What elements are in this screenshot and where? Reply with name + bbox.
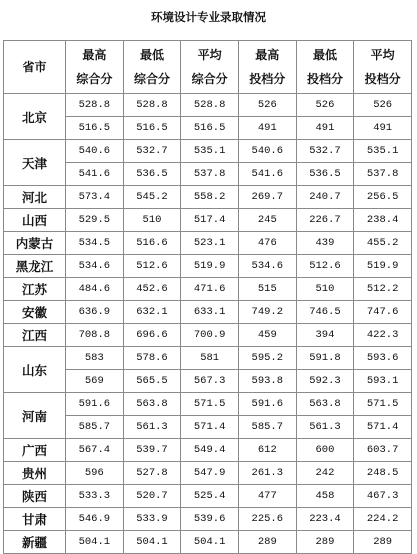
min-filing-cell: 591.8 [296, 347, 354, 370]
avg-filing-cell: 491 [354, 117, 412, 140]
min-filing-cell: 223.4 [296, 508, 354, 531]
min-composite-cell: 528.8 [123, 94, 181, 117]
avg-filing-cell: 593.6 [354, 347, 412, 370]
header-province: 省市 [4, 41, 66, 94]
avg-filing-cell: 422.3 [354, 324, 412, 347]
table-row [4, 278, 412, 301]
avg-filing-cell: 256.5 [354, 186, 412, 209]
table-row [4, 324, 412, 347]
max-composite-cell: 596 [66, 462, 124, 485]
table-row [4, 186, 412, 209]
page-title: 环境设计专业录取情况 [151, 10, 266, 24]
table-row [4, 94, 412, 117]
table-row [4, 531, 412, 554]
avg-composite-cell: 539.6 [181, 508, 239, 531]
max-filing-cell: 593.8 [238, 370, 296, 393]
avg-composite-cell: 581 [181, 347, 239, 370]
avg-filing-cell: 571.4 [354, 416, 412, 439]
min-composite-cell: 563.8 [123, 393, 181, 416]
max-filing-cell: 585.7 [238, 416, 296, 439]
avg-filing-cell: 571.5 [354, 393, 412, 416]
min-filing-cell: 536.5 [296, 163, 354, 186]
table-row [4, 439, 412, 462]
avg-composite-cell: 700.9 [181, 324, 239, 347]
min-composite-cell: 510 [123, 209, 181, 232]
province-cell: 山东 [4, 347, 66, 393]
max-filing-cell: 225.6 [238, 508, 296, 531]
avg-composite-cell: 537.8 [181, 163, 239, 186]
province-cell: 北京 [4, 94, 66, 140]
max-filing-cell: 591.6 [238, 393, 296, 416]
header-max-filing: 最高 投档分 [238, 41, 296, 94]
max-filing-cell: 477 [238, 485, 296, 508]
avg-composite-cell: 571.5 [181, 393, 239, 416]
header-max-composite: 最高 综合分 [66, 41, 124, 94]
province-cell: 河南 [4, 393, 66, 439]
avg-composite-cell: 571.4 [181, 416, 239, 439]
avg-composite-cell: 516.5 [181, 117, 239, 140]
max-composite-cell: 534.5 [66, 232, 124, 255]
avg-filing-cell: 747.6 [354, 301, 412, 324]
min-composite-cell: 536.5 [123, 163, 181, 186]
avg-filing-cell: 519.9 [354, 255, 412, 278]
min-composite-cell: 533.9 [123, 508, 181, 531]
province-cell: 甘肃 [4, 508, 66, 531]
max-composite-cell: 546.9 [66, 508, 124, 531]
table-row [4, 393, 412, 416]
min-filing-cell: 439 [296, 232, 354, 255]
province-cell: 陕西 [4, 485, 66, 508]
max-filing-cell: 612 [238, 439, 296, 462]
min-filing-cell: 240.7 [296, 186, 354, 209]
table-row [4, 347, 412, 370]
min-filing-cell: 592.3 [296, 370, 354, 393]
min-filing-cell: 600 [296, 439, 354, 462]
max-composite-cell: 484.6 [66, 278, 124, 301]
max-composite-cell: 504.1 [66, 531, 124, 554]
avg-composite-cell: 519.9 [181, 255, 239, 278]
min-composite-cell: 516.5 [123, 117, 181, 140]
max-composite-cell: 569 [66, 370, 124, 393]
avg-composite-cell: 549.4 [181, 439, 239, 462]
province-cell: 山西 [4, 209, 66, 232]
max-filing-cell: 595.2 [238, 347, 296, 370]
avg-filing-cell: 455.2 [354, 232, 412, 255]
avg-composite-cell: 558.2 [181, 186, 239, 209]
avg-filing-cell: 603.7 [354, 439, 412, 462]
avg-composite-cell: 517.4 [181, 209, 239, 232]
max-filing-cell: 540.6 [238, 140, 296, 163]
min-filing-cell: 512.6 [296, 255, 354, 278]
province-cell: 天津 [4, 140, 66, 186]
table-row [4, 163, 412, 186]
min-composite-cell: 545.2 [123, 186, 181, 209]
min-filing-cell: 491 [296, 117, 354, 140]
max-composite-cell: 585.7 [66, 416, 124, 439]
avg-composite-cell: 523.1 [181, 232, 239, 255]
max-filing-cell: 261.3 [238, 462, 296, 485]
table-row [4, 462, 412, 485]
avg-composite-cell: 633.1 [181, 301, 239, 324]
table-row [4, 232, 412, 255]
header-row [4, 41, 412, 94]
max-composite-cell: 567.4 [66, 439, 124, 462]
min-filing-cell: 510 [296, 278, 354, 301]
min-filing-cell: 526 [296, 94, 354, 117]
min-filing-cell: 458 [296, 485, 354, 508]
min-filing-cell: 242 [296, 462, 354, 485]
max-filing-cell: 515 [238, 278, 296, 301]
avg-filing-cell: 512.2 [354, 278, 412, 301]
max-composite-cell: 529.5 [66, 209, 124, 232]
max-composite-cell: 541.6 [66, 163, 124, 186]
max-composite-cell: 591.6 [66, 393, 124, 416]
province-cell: 广西 [4, 439, 66, 462]
max-composite-cell: 534.6 [66, 255, 124, 278]
min-composite-cell: 696.6 [123, 324, 181, 347]
table-row [4, 370, 412, 393]
min-filing-cell: 561.3 [296, 416, 354, 439]
min-composite-cell: 504.1 [123, 531, 181, 554]
max-filing-cell: 289 [238, 531, 296, 554]
avg-filing-cell: 289 [354, 531, 412, 554]
max-composite-cell: 583 [66, 347, 124, 370]
max-filing-cell: 245 [238, 209, 296, 232]
min-composite-cell: 520.7 [123, 485, 181, 508]
min-filing-cell: 394 [296, 324, 354, 347]
max-composite-cell: 540.6 [66, 140, 124, 163]
avg-filing-cell: 537.8 [354, 163, 412, 186]
max-filing-cell: 269.7 [238, 186, 296, 209]
province-cell: 内蒙古 [4, 232, 66, 255]
min-filing-cell: 532.7 [296, 140, 354, 163]
min-filing-cell: 226.7 [296, 209, 354, 232]
min-composite-cell: 578.6 [123, 347, 181, 370]
province-cell: 贵州 [4, 462, 66, 485]
max-filing-cell: 749.2 [238, 301, 296, 324]
avg-composite-cell: 567.3 [181, 370, 239, 393]
table-row [4, 140, 412, 163]
avg-filing-cell: 467.3 [354, 485, 412, 508]
avg-filing-cell: 238.4 [354, 209, 412, 232]
table-row [4, 209, 412, 232]
max-filing-cell: 491 [238, 117, 296, 140]
avg-composite-cell: 504.1 [181, 531, 239, 554]
avg-filing-cell: 224.2 [354, 508, 412, 531]
avg-composite-cell: 547.9 [181, 462, 239, 485]
table-row [4, 117, 412, 140]
avg-filing-cell: 526 [354, 94, 412, 117]
min-filing-cell: 746.5 [296, 301, 354, 324]
min-composite-cell: 632.1 [123, 301, 181, 324]
max-composite-cell: 573.4 [66, 186, 124, 209]
table-row [4, 485, 412, 508]
min-filing-cell: 563.8 [296, 393, 354, 416]
header-min-filing: 最低 投档分 [296, 41, 354, 94]
max-filing-cell: 534.6 [238, 255, 296, 278]
min-composite-cell: 512.6 [123, 255, 181, 278]
header-min-composite: 最低 综合分 [123, 41, 181, 94]
min-composite-cell: 527.8 [123, 462, 181, 485]
province-cell: 新疆 [4, 531, 66, 554]
avg-filing-cell: 248.5 [354, 462, 412, 485]
province-cell: 河北 [4, 186, 66, 209]
province-cell: 黑龙江 [4, 255, 66, 278]
avg-filing-cell: 593.1 [354, 370, 412, 393]
avg-composite-cell: 535.1 [181, 140, 239, 163]
table-body [4, 94, 412, 554]
table-row [4, 416, 412, 439]
avg-filing-cell: 535.1 [354, 140, 412, 163]
avg-composite-cell: 525.4 [181, 485, 239, 508]
min-composite-cell: 532.7 [123, 140, 181, 163]
province-cell: 江苏 [4, 278, 66, 301]
max-composite-cell: 528.8 [66, 94, 124, 117]
table-row [4, 301, 412, 324]
min-composite-cell: 561.3 [123, 416, 181, 439]
table-row [4, 508, 412, 531]
admission-table [3, 40, 412, 554]
max-composite-cell: 636.9 [66, 301, 124, 324]
min-composite-cell: 565.5 [123, 370, 181, 393]
max-filing-cell: 459 [238, 324, 296, 347]
header-avg-filing: 平均 投档分 [354, 41, 412, 94]
max-composite-cell: 708.8 [66, 324, 124, 347]
avg-composite-cell: 528.8 [181, 94, 239, 117]
min-composite-cell: 539.7 [123, 439, 181, 462]
min-composite-cell: 516.6 [123, 232, 181, 255]
max-filing-cell: 541.6 [238, 163, 296, 186]
max-filing-cell: 526 [238, 94, 296, 117]
min-composite-cell: 452.6 [123, 278, 181, 301]
header-avg-composite: 平均 综合分 [181, 41, 239, 94]
avg-composite-cell: 471.6 [181, 278, 239, 301]
table-row [4, 255, 412, 278]
province-cell: 江西 [4, 324, 66, 347]
min-filing-cell: 289 [296, 531, 354, 554]
max-filing-cell: 476 [238, 232, 296, 255]
max-composite-cell: 516.5 [66, 117, 124, 140]
max-composite-cell: 533.3 [66, 485, 124, 508]
province-cell: 安徽 [4, 301, 66, 324]
